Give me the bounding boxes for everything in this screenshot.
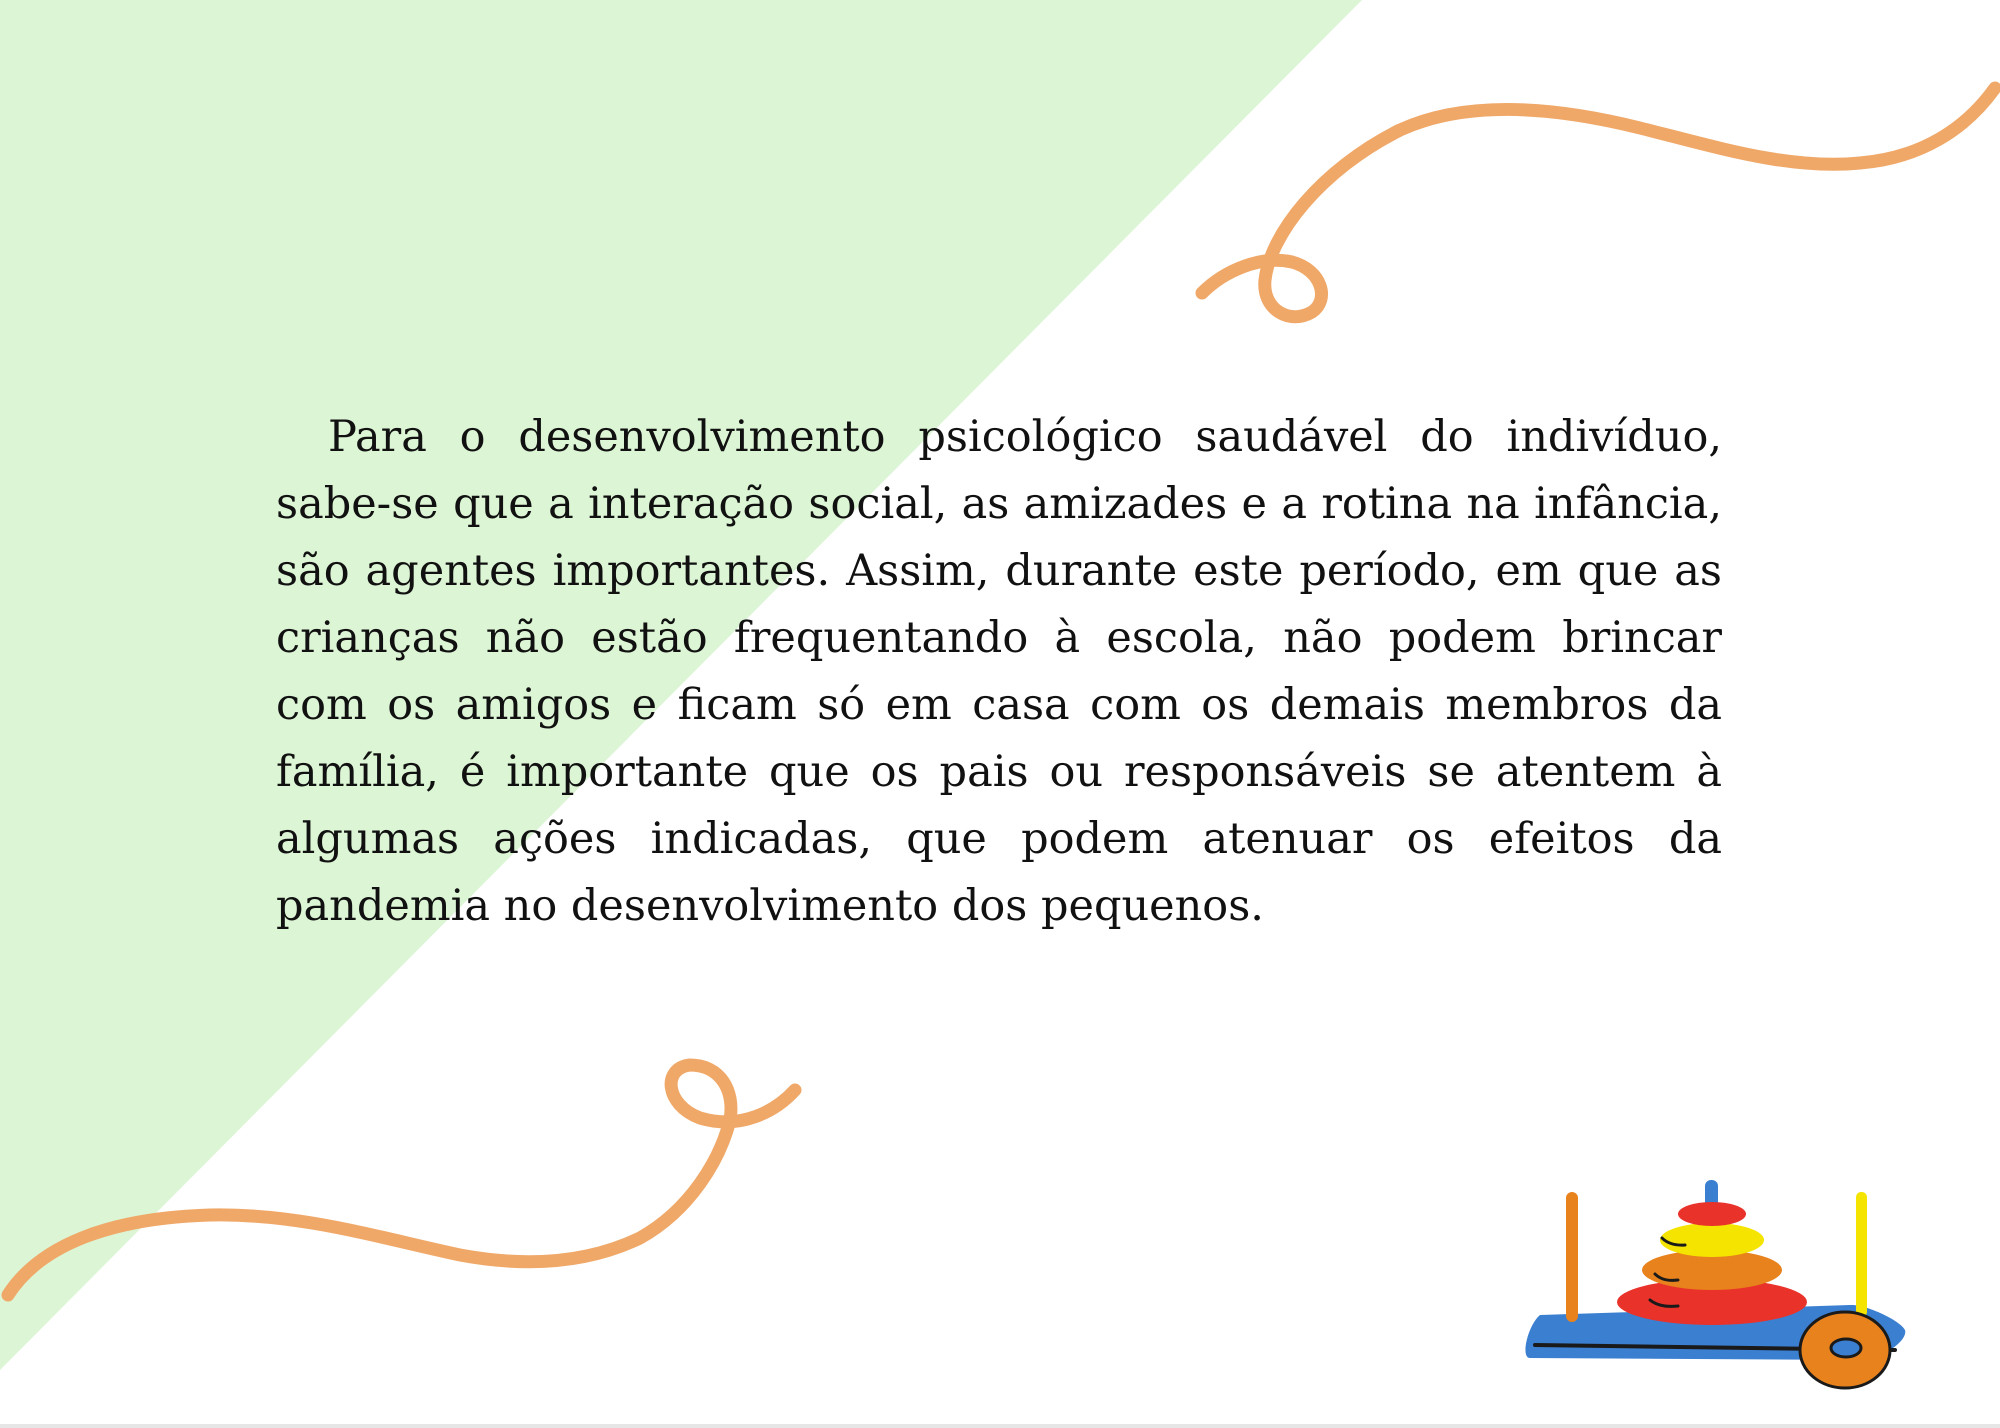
toy-ring-yellow bbox=[1660, 1223, 1764, 1257]
toy-right-peg bbox=[1856, 1192, 1867, 1317]
top-squiggle bbox=[1202, 88, 1995, 317]
toy-left-peg bbox=[1566, 1192, 1578, 1322]
toy-loose-ring-hole bbox=[1831, 1339, 1861, 1357]
tower-of-hanoi-icon bbox=[1520, 1170, 1910, 1400]
body-paragraph: Para o desenvolvimento psicológico saudável do indivíduo, sabe-se que a interação social, as amizades e a rotina na infância, são agentes importantes. Assim, durante este período, em que as crianças não estão frequentando à escola, não podem brincar com os amigos e ficam só em casa com os demais membros da família, é importante que os pais ou responsáveis se atentem à algumas ações indicadas, que podem atenuar os efeitos da pandemia no desenvolvimento dos pequenos. bbox=[276, 412, 1722, 931]
bottom-divider bbox=[0, 1424, 2000, 1428]
toy-ring-red-small bbox=[1678, 1202, 1746, 1226]
